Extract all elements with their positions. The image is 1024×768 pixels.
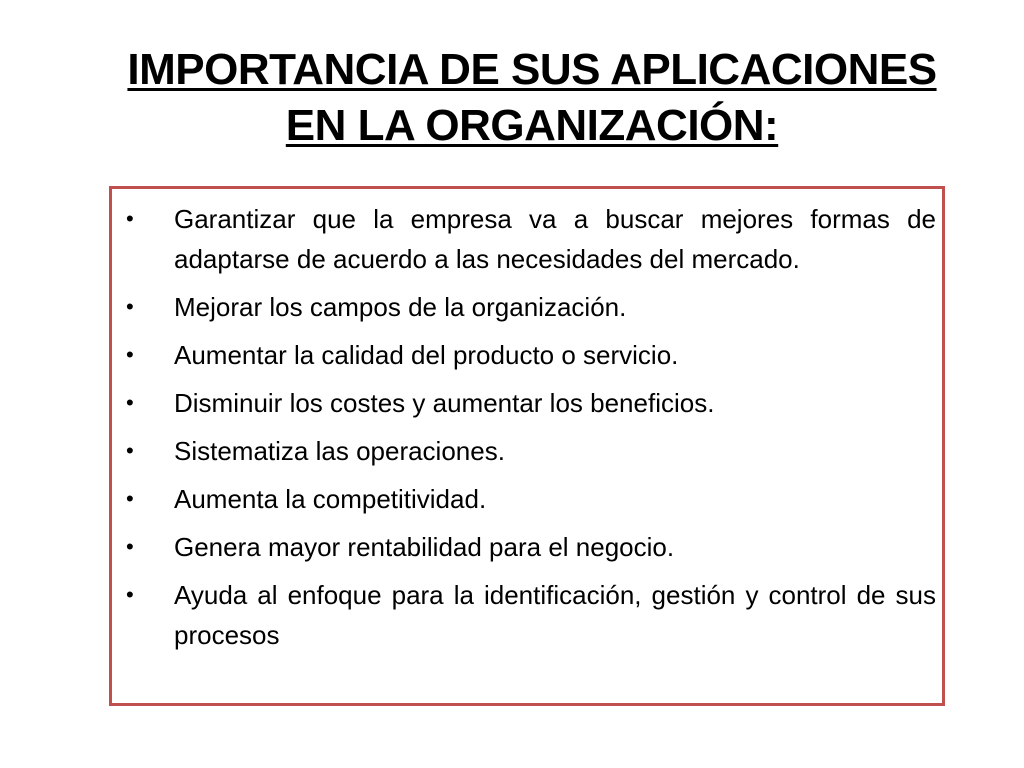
bullet-text: Disminuir los costes y aumentar los beneficios. [174, 388, 715, 418]
bullet-text: Aumentar la calidad del producto o servicio. [174, 340, 679, 370]
bullet-item [112, 527, 942, 567]
bullet-icon: • [126, 294, 134, 319]
bullet-text: Genera mayor rentabilidad para el negocio. [174, 532, 675, 562]
slide-title [60, 42, 1004, 154]
bullet-list [112, 199, 942, 663]
bullet-icon: • [126, 390, 134, 415]
bullet-item [112, 479, 942, 519]
bullet-text: Mejorar los campos de la organización. [174, 292, 627, 322]
bullet-text: Garantizar que la empresa va a buscar mejores formas de adaptarse de acuerdo a las necesidades del mercado. [174, 204, 936, 274]
bullet-text: Ayuda al enfoque para la identificación, gestión y control de sus procesos [174, 580, 936, 650]
bullet-item [112, 335, 942, 375]
bullet-icon: • [126, 582, 134, 607]
bullet-box [109, 186, 945, 706]
bullet-text: Aumenta la competitividad. [174, 484, 487, 514]
bullet-icon: • [126, 486, 134, 511]
bullet-icon: • [126, 206, 134, 231]
slide-title-line-2: EN LA ORGANIZACIÓN: [285, 101, 779, 150]
bullet-item [112, 575, 942, 655]
bullet-item [112, 199, 942, 279]
bullet-item [112, 431, 942, 471]
bullet-item [112, 287, 942, 327]
bullet-icon: • [126, 534, 134, 559]
bullet-text: Sistematiza las operaciones. [174, 436, 505, 466]
bullet-icon: • [126, 342, 134, 367]
bullet-icon: • [126, 438, 134, 463]
slide-title-line-1: IMPORTANCIA DE SUS APLICACIONES [127, 45, 937, 94]
bullet-item [112, 383, 942, 423]
